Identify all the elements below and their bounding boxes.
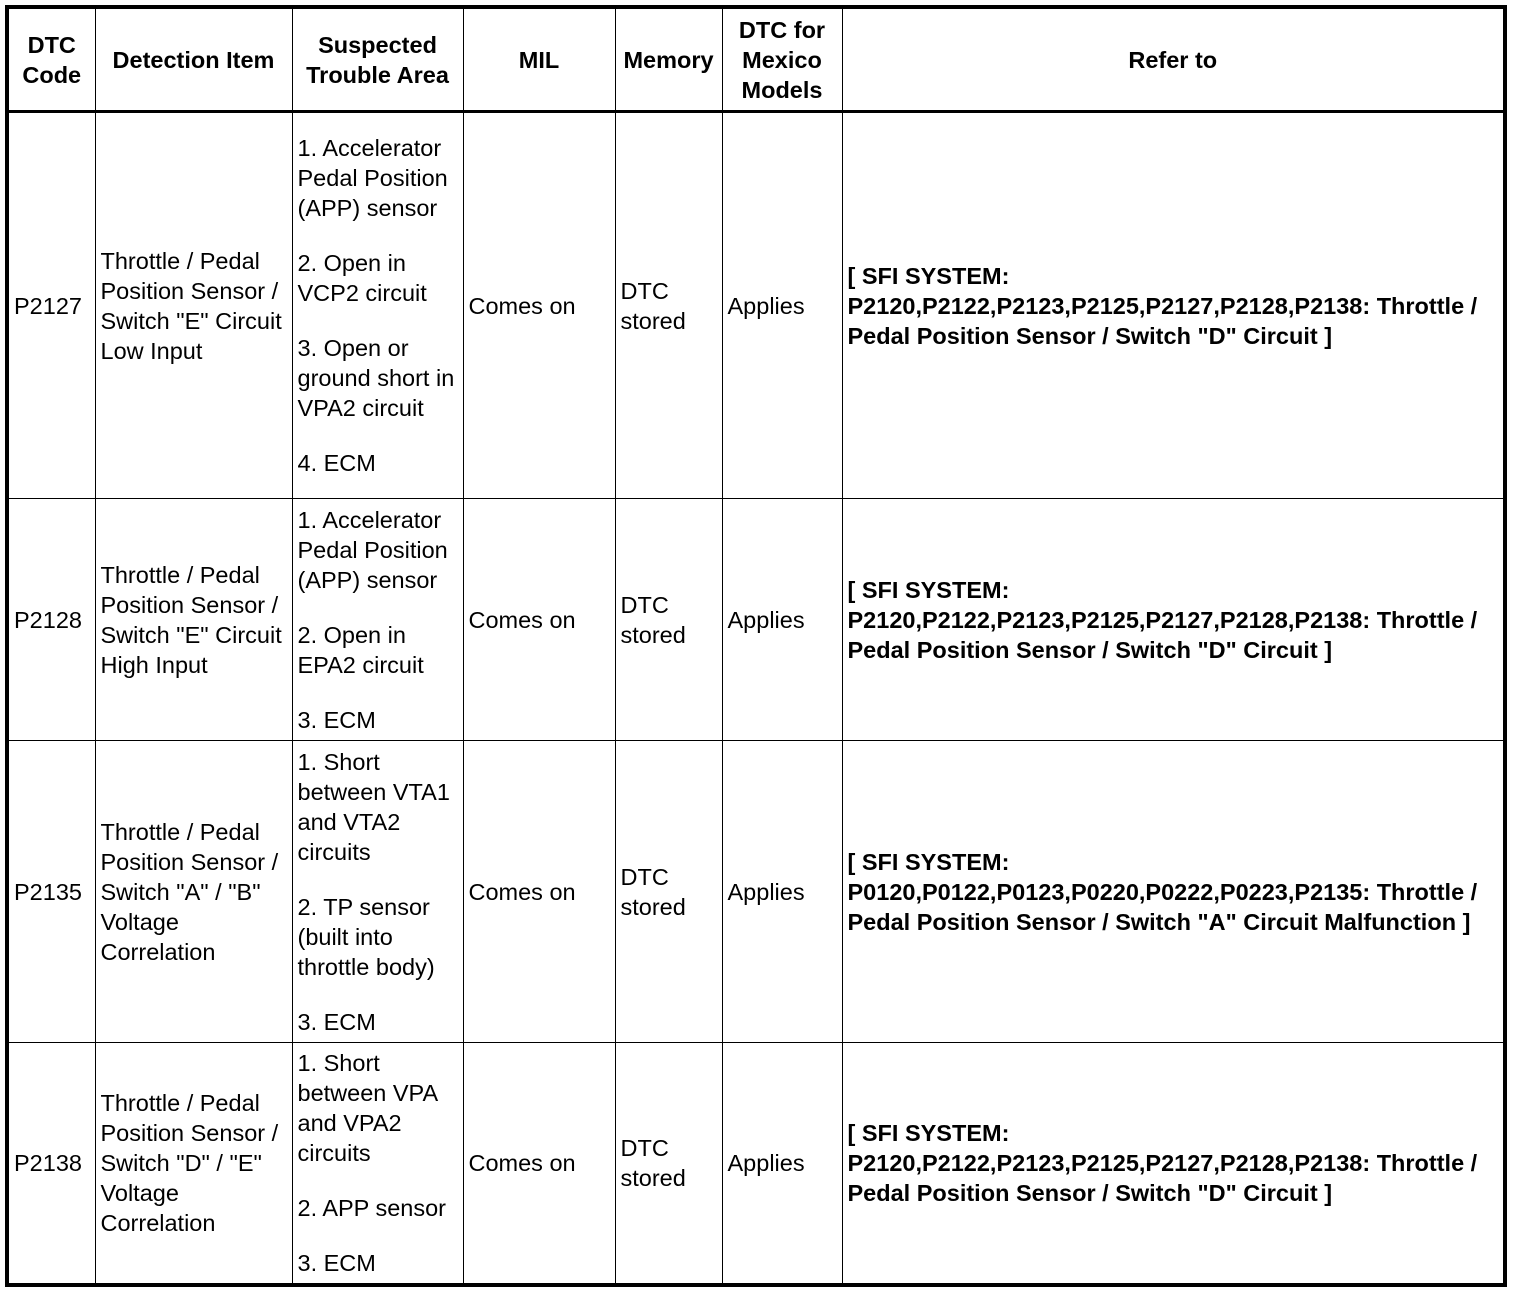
mil-cell: Comes on (463, 741, 615, 1043)
detection-item-cell: Throttle / Pedal Position Sensor / Switch "E" Circuit High Input (95, 499, 292, 741)
header-dtc-code: DTC Code (7, 7, 95, 112)
memory-cell: DTC stored (615, 499, 722, 741)
mexico-models-cell: Applies (722, 112, 842, 499)
refer-to-cell: [ SFI SYSTEM: P0120,P0122,P0123,P0220,P0222,P0223,P2135: Throttle / Pedal Position Sensor / Switch "A" Circuit Malfunction ] (842, 741, 1505, 1043)
trouble-area-item: 3. ECM (297, 706, 376, 733)
detection-item-cell: Throttle / Pedal Position Sensor / Switch "D" / "E" Voltage Correlation (95, 1043, 292, 1285)
mexico-models-cell: Applies (722, 741, 842, 1043)
mil-cell: Comes on (463, 1043, 615, 1285)
table-row (7, 1043, 1505, 1285)
header-detection-item: Detection Item (95, 7, 292, 112)
mil-cell: Comes on (463, 499, 615, 741)
table-row (7, 112, 1505, 499)
dtc-code-cell: P2138 (7, 1043, 95, 1285)
trouble-area-cell (292, 499, 463, 741)
trouble-area-cell (292, 741, 463, 1043)
trouble-area-item: 2. TP sensor (built into throttle body) (297, 893, 435, 980)
trouble-area-item: 3. ECM (297, 1249, 376, 1276)
trouble-area-item: 3. Open or ground short in VPA2 circuit (297, 335, 455, 421)
header-refer-to: Refer to (842, 7, 1505, 112)
trouble-area-item: 1. Accelerator Pedal Position (APP) sensor (297, 135, 448, 221)
table-row (7, 499, 1505, 741)
header-dtc-for-mexico-models: DTC for Mexico Models (722, 7, 842, 112)
dtc-table (5, 5, 1507, 1287)
header-suspected-trouble-area: Suspected Trouble Area (292, 7, 463, 112)
dtc-code-cell: P2135 (7, 741, 95, 1043)
dtc-code-cell: P2128 (7, 499, 95, 741)
trouble-area-item: 2. Open in VCP2 circuit (297, 250, 427, 306)
refer-to-cell: [ SFI SYSTEM: P2120,P2122,P2123,P2125,P2127,P2128,P2138: Throttle / Pedal Position Sensor / Switch "D" Circuit ] (842, 1043, 1505, 1285)
trouble-area-item: 1. Short between VTA1 and VTA2 circuits (297, 748, 450, 865)
header-memory: Memory (615, 7, 722, 112)
mil-cell: Comes on (463, 112, 615, 499)
trouble-area-item: 2. APP sensor (297, 1194, 446, 1221)
detection-item-cell: Throttle / Pedal Position Sensor / Switch "A" / "B" Voltage Correlation (95, 741, 292, 1043)
header-row (7, 7, 1505, 112)
trouble-area-item: 2. Open in EPA2 circuit (297, 621, 424, 678)
memory-cell: DTC stored (615, 741, 722, 1043)
mexico-models-cell: Applies (722, 499, 842, 741)
trouble-area-item: 3. ECM (297, 1008, 376, 1035)
refer-to-cell: [ SFI SYSTEM: P2120,P2122,P2123,P2125,P2127,P2128,P2138: Throttle / Pedal Position Sensor / Switch "D" Circuit ] (842, 112, 1505, 499)
memory-cell: DTC stored (615, 112, 722, 499)
table-row (7, 741, 1505, 1043)
mexico-models-cell: Applies (722, 1043, 842, 1285)
dtc-code-cell: P2127 (7, 112, 95, 499)
header-mil: MIL (463, 7, 615, 112)
trouble-area-item: 4. ECM (297, 450, 376, 476)
refer-to-cell: [ SFI SYSTEM: P2120,P2122,P2123,P2125,P2127,P2128,P2138: Throttle / Pedal Position Sensor / Switch "D" Circuit ] (842, 499, 1505, 741)
trouble-area-item: 1. Accelerator Pedal Position (APP) sensor (297, 506, 448, 593)
memory-cell: DTC stored (615, 1043, 722, 1285)
trouble-area-cell (292, 1043, 463, 1285)
detection-item-cell: Throttle / Pedal Position Sensor / Switch "E" Circuit Low Input (95, 112, 292, 499)
trouble-area-item: 1. Short between VPA and VPA2 circuits (297, 1049, 437, 1166)
trouble-area-cell (292, 112, 463, 499)
